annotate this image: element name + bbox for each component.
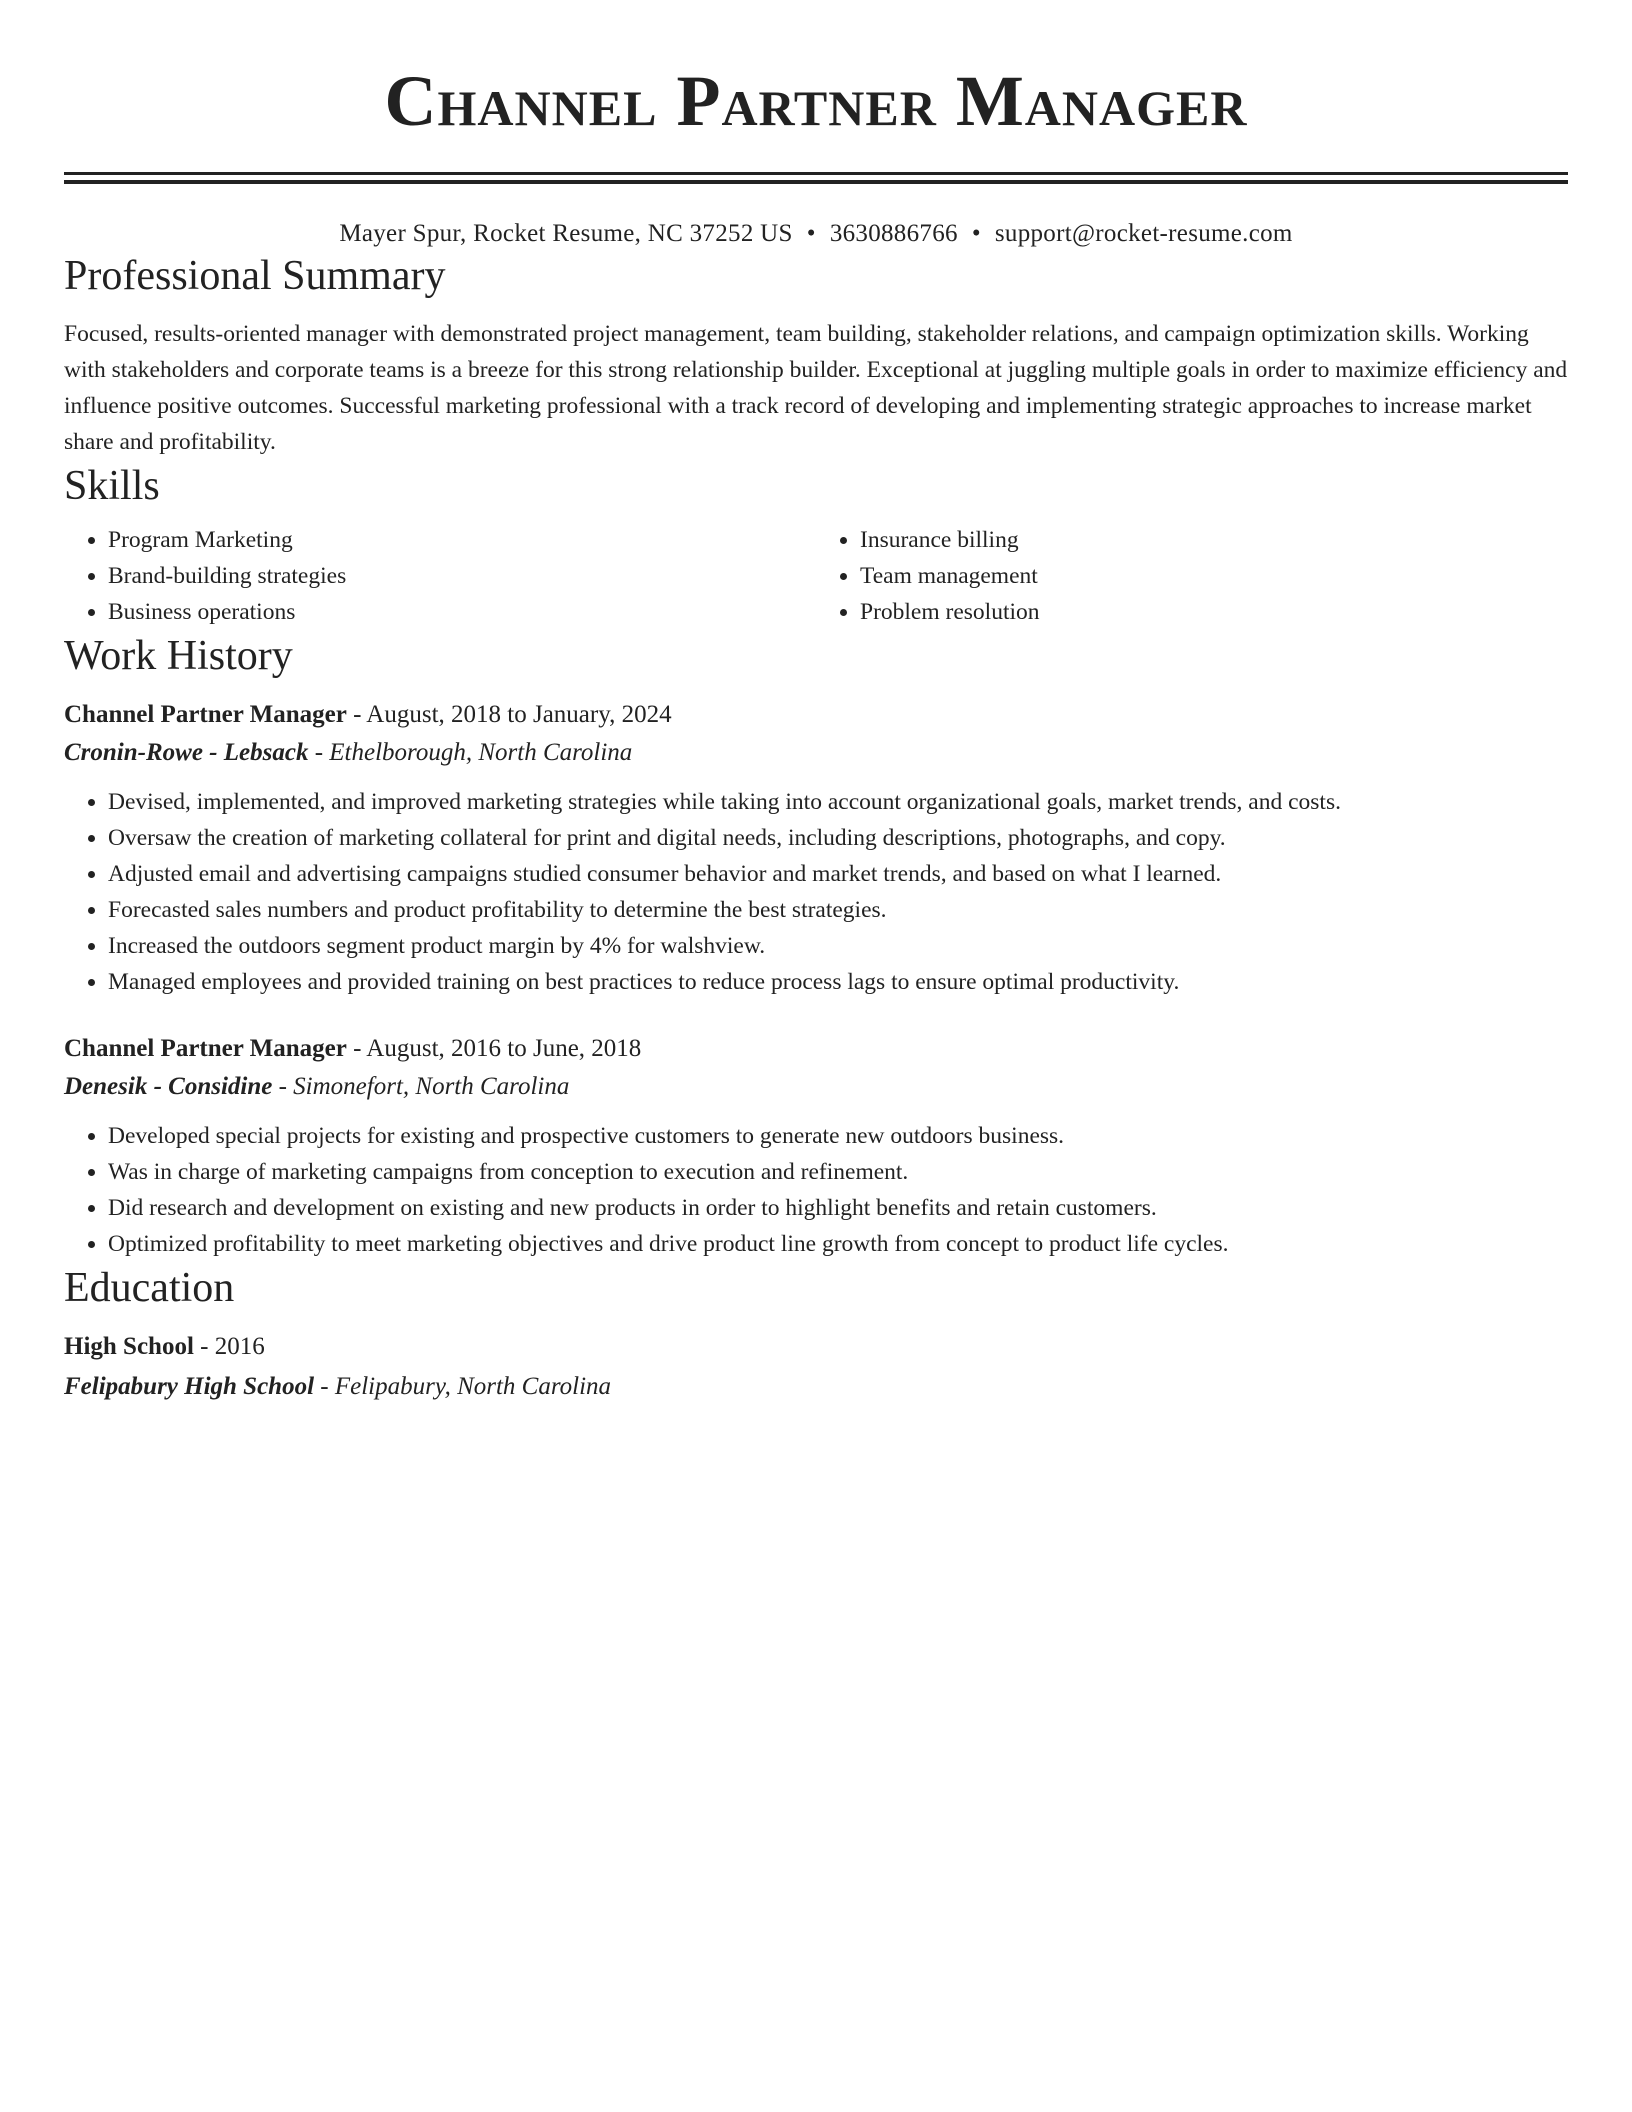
job-bullet: • Did research and development on existing and new products in order to highlight benefits and retain customers. bbox=[108, 1190, 1568, 1226]
contact-separator: • bbox=[806, 220, 816, 247]
skills-column-left bbox=[64, 522, 816, 630]
job-entry bbox=[64, 1030, 1568, 1262]
contact-separator: • bbox=[971, 220, 981, 247]
resume-title: Channel Partner Manager bbox=[384, 61, 1248, 141]
job-bullet: • Managed employees and provided training on best practices to reduce process lags to ensure optimal productivity. bbox=[108, 964, 1568, 1000]
company-line bbox=[64, 734, 1568, 772]
summary-text: Focused, results-oriented manager with demonstrated project management, team building, stakeholder relations, and campaign optimization skills. Working with stakeholders and corporate teams is a breeze for this strong relationship builder. Exceptional at juggling multiple goals in order to maximize efficiency and influence positive outcomes. Successful marketing professional with a track record of developing and implementing strategic approaches to increase market share and profitability. bbox=[64, 321, 1568, 455]
work-history-heading: Work History bbox=[64, 633, 293, 679]
job-title-line bbox=[64, 696, 1568, 734]
school-location: - Felipabury, North Carolina bbox=[314, 1373, 612, 1400]
school-name: Felipabury High School bbox=[64, 1373, 315, 1400]
skill-item: • Problem resolution bbox=[860, 594, 1568, 630]
skill-item: • Business operations bbox=[108, 594, 816, 630]
title-double-rule bbox=[64, 172, 1568, 184]
contact-address: Mayer Spur, Rocket Resume, NC 37252 US bbox=[339, 220, 793, 247]
job-bullet: • Devised, implemented, and improved marketing strategies while taking into account organizational goals, market trends, and costs. bbox=[108, 784, 1568, 820]
job-entry bbox=[64, 696, 1568, 1000]
contact-phone: 3630886766 bbox=[829, 220, 958, 247]
company-line bbox=[64, 1068, 1568, 1106]
skill-item: • Brand-building strategies bbox=[108, 558, 816, 594]
skills-heading: Skills bbox=[64, 463, 160, 509]
school-line bbox=[64, 1368, 1568, 1406]
graduation-year: - 2016 bbox=[193, 1333, 265, 1360]
skill-item: • Insurance billing bbox=[860, 522, 1568, 558]
job-title: Channel Partner Manager bbox=[64, 1035, 347, 1062]
job-bullet: • Developed special projects for existing and prospective customers to generate new outdoors business. bbox=[108, 1118, 1568, 1154]
job-bullet: • Adjusted email and advertising campaigns studied consumer behavior and market trends, and based on what I learned. bbox=[108, 856, 1568, 892]
job-bullet: • Forecasted sales numbers and product profitability to determine the best strategies. bbox=[108, 892, 1568, 928]
skill-item: • Team management bbox=[860, 558, 1568, 594]
contact-email: support@rocket-resume.com bbox=[994, 220, 1293, 247]
company-name: Denesik - Considine bbox=[64, 1073, 273, 1100]
job-bullet: • Optimized profitability to meet marketing objectives and drive product line growth from concept to product life cycles. bbox=[108, 1226, 1568, 1262]
job-bullets bbox=[64, 784, 1568, 1000]
job-dates: - August, 2018 to January, 2024 bbox=[346, 701, 672, 728]
company-location: - Simonefort, North Carolina bbox=[272, 1073, 570, 1100]
job-bullets bbox=[64, 1118, 1568, 1262]
job-bullet: • Increased the outdoors segment product margin by 4% for walshview. bbox=[108, 928, 1568, 964]
education-heading: Education bbox=[64, 1265, 235, 1311]
degree: High School bbox=[64, 1333, 194, 1360]
skill-item: • Program Marketing bbox=[108, 522, 816, 558]
company-name: Cronin-Rowe - Lebsack bbox=[64, 739, 309, 766]
education-entry bbox=[64, 1328, 1568, 1406]
degree-line bbox=[64, 1328, 1568, 1366]
job-title-line bbox=[64, 1030, 1568, 1068]
contact-line bbox=[64, 218, 1568, 250]
company-location: - Ethelborough, North Carolina bbox=[308, 739, 633, 766]
job-bullet: • Oversaw the creation of marketing collateral for print and digital needs, including descriptions, photographs, and copy. bbox=[108, 820, 1568, 856]
skills-list bbox=[64, 522, 1568, 630]
job-bullet: • Was in charge of marketing campaigns from conception to execution and refinement. bbox=[108, 1154, 1568, 1190]
job-title: Channel Partner Manager bbox=[64, 701, 347, 728]
summary-heading: Professional Summary bbox=[64, 253, 446, 299]
job-dates: - August, 2016 to June, 2018 bbox=[346, 1035, 642, 1062]
skills-column-right bbox=[816, 522, 1568, 630]
